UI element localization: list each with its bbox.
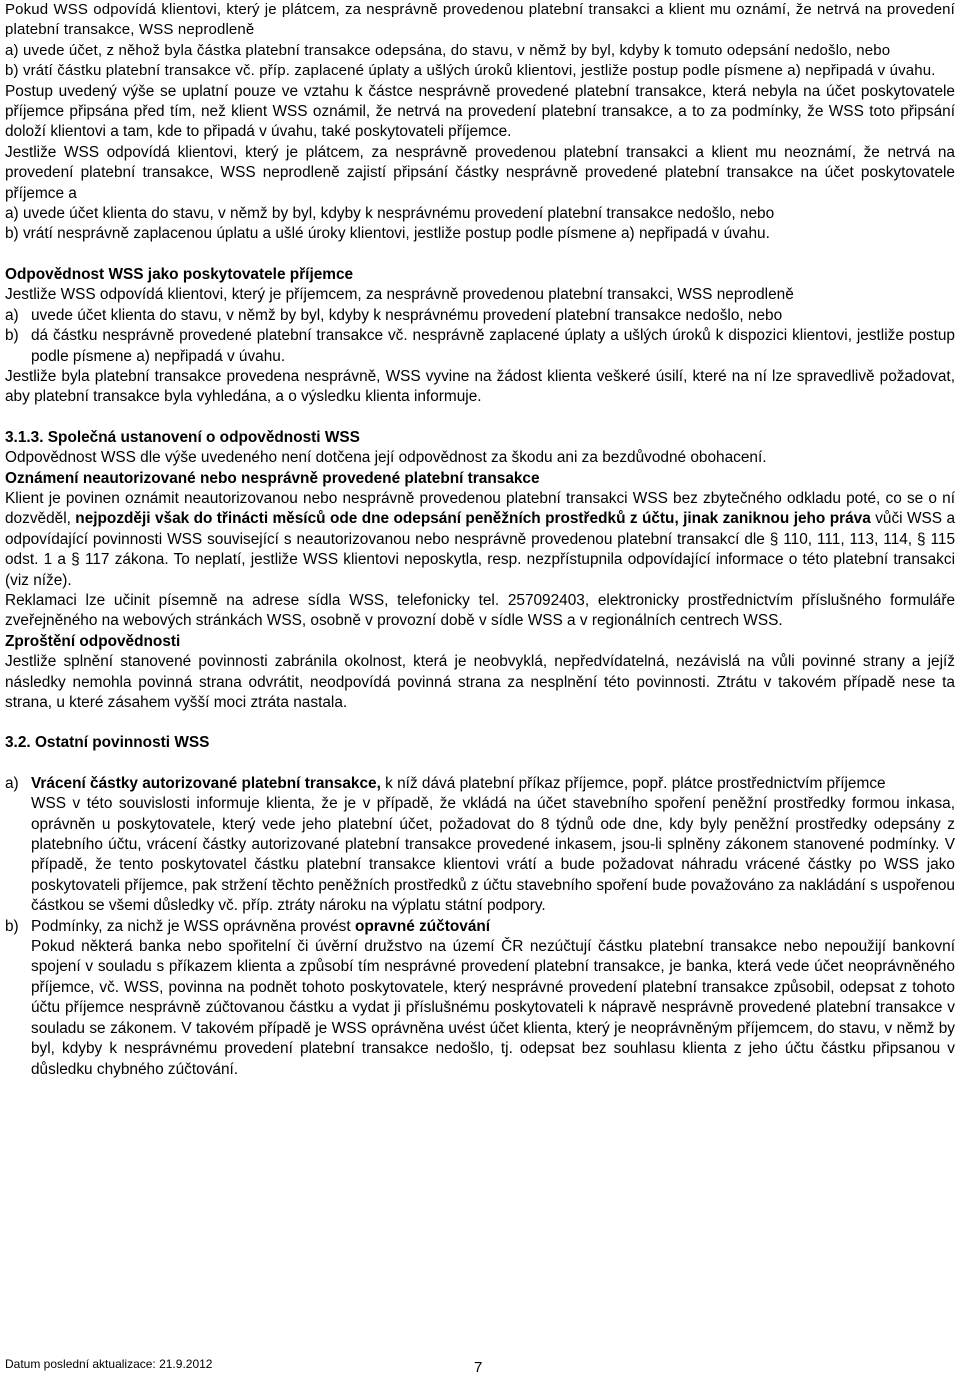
- document-page: [5, 0, 955, 1080]
- incorrect-transaction-block: [5, 82, 955, 245]
- list-item: [5, 326, 955, 367]
- section-heading: 3.1.3. Společná ustanovení o odpovědnosti WSS: [5, 428, 360, 446]
- paragraph: Jestliže byla platební transakce provedena nesprávně, WSS vyvine na žádost klienta veškeré úsilí, které na ní lze spravedlivě požadovat, aby platební transakce byla vyhledána, a o výsledku klienta informuje.: [5, 367, 955, 406]
- list-item: a) uvede účet, z něhož byla částka platební transakce odepsána, do stavu, v němž by byl, kdyby k tomuto odepsání nedošlo, nebo: [5, 41, 891, 59]
- list-item: a) uvede účet klienta do stavu, v němž by byl, kdyby k nesprávnému provedení platební transakce nedošlo, nebo: [5, 205, 775, 223]
- footer-updated-date: Datum poslední aktualizace: 21.9.2012: [5, 1357, 213, 1371]
- list-label: a): [5, 774, 19, 792]
- paragraph: Jestliže splnění stanovené povinnosti zabránila okolnost, která je neobvyklá, nepředvídatelná, nezávislá na vůli povinné strany a jejíž následky nemohla povinná strana odvrátit, neodpovídá povinná strana za nesplnění této povinnosti. Ztrátu v takovém případě nese ta strana, u které zásahem vyšší moci ztráta nastala.: [5, 653, 955, 711]
- list-item: b) vrátí nesprávně zaplacenou úplatu a ušlé úroky klientovi, jestliže postup podle písmene a) nepřipadá v úvahu.: [5, 225, 770, 243]
- list-text: uvede účet klienta do stavu, v němž by byl, kdyby k nesprávnému provedení platební transakce nedošlo, nebo: [31, 306, 783, 324]
- spacer: [5, 245, 955, 265]
- recipient-liability-section: [5, 265, 955, 408]
- paragraph: WSS v této souvislosti informuje klienta, že je v případě, že vkládá na účet stavebního spoření peněžní prostředky formou inkasa, oprávněn u poskytovatele, který vede jeho platební účet, požadovat do 8 týdnů ode dne, kdy byly peněžní prostředky odepsány z platebního účtu, vrácení částky autorizované platební transakce provedené inkasem, jsou-li splněny zákonem stanovené podmínky. V případě, že tento poskytovatel částku platební transakce klientovi vrátí a bude požadovat náhradu vrácené částky po WSS jako poskytovateli příjemce, pak stržení těchto peněžních prostředků z účtu stavebního spoření bude považováno za nakládání s uspořenou částkou se všemi důsledky vč. příp. ztráty nároku na výplatu státní podpory.: [31, 795, 955, 915]
- list-text: dá částku nesprávně provedené platební transakce vč. nesprávně zaplacené úplaty a ušlých úroků k dispozici klientovi, jestliže postup podle písmene a) nepřipadá v úvahu.: [31, 327, 955, 365]
- payer-refund-block: [5, 0, 955, 82]
- subheading: Oznámení neautorizované nebo nesprávně provedené platební transakce: [5, 469, 540, 487]
- paragraph: Jestliže WSS odpovídá klientovi, který je příjemcem, za nesprávně provedenou platební transakci, WSS neprodleně: [5, 286, 794, 304]
- list-item: [5, 774, 955, 794]
- paragraph: Pokud některá banka nebo spořitelní či úvěrní družstvo na území ČR nezúčtují částku platební transakce nebo nepoužijí bankovní spojení v souladu s příkazem klienta a způsobí tím nesprávné provedení platební transakce, je banka, která vede účet neoprávněného příjemce, vč. WSS, povinna na podnět tohoto poskytovatele, který nesprávné provedení platební transakce způsobil, odepsat z tohoto účtu příjemce nesprávně zúčtovanou částku a vydat ji příslušnému poskytovateli k nápravě nesprávně provedené platební transakce v souladu se zákonem. V takovém případě je WSS oprávněna uvést účet klienta, který je neoprávněným příjemcem, do stavu, v němž by byl, kdyby k nesprávnému provedení platební transakce nedošlo, tj. odepsat bez souhlasu klienta z jeho účtu částku připsanou v důsledku chybného zúčtování.: [31, 938, 955, 1078]
- paragraph: Klient je povinen oznámit neautorizovanou nebo nesprávně provedenou platební transakci WSS bez zbytečného odkladu poté, co se o ní dozvěděl, nejpozději však do třinácti měsíců ode dne odepsání peněžních prostředků z účtu, jinak zaniknou jeho práva vůči WSS a odpovídající povinnosti WSS související s neautorizovanou nebo nesprávně provedenou platební transakcí dle § 110, 111, 113, 114, § 115 odst. 1 a § 117 zákona. To neplatí, jestliže WSS klientovi neposkytla, resp. nezpřístupnila odpovídající informace o této platební transakci (viz níže).: [5, 489, 955, 589]
- list-item: [5, 306, 955, 326]
- page-number: 7: [474, 1359, 483, 1376]
- list-label: b): [5, 327, 19, 345]
- spacer: [5, 713, 955, 733]
- paragraph: Jestliže WSS odpovídá klientovi, který je plátcem, za nesprávně provedenou platební transakci a klient mu neoznámí, že netrvá na provedení platební transakce, WSS neprodleně zajistí připsání částky nesprávně provedené platební transakce na účet poskytovatele příjemce a: [5, 143, 955, 202]
- paragraph: Reklamaci lze učinit písemně na adrese sídla WSS, telefonicky tel. 257092403, elektronicky prostřednictvím příslušného formuláře zveřejněného na webových stránkách WSS, osobně v provozní době v sídle WSS a v regionálních centrech WSS.: [5, 591, 955, 630]
- list-item: [5, 917, 955, 937]
- list-label: b): [5, 917, 19, 935]
- paragraph: Odpovědnost WSS dle výše uvedeného není dotčena její odpovědnost za škodu ani za bezdůvodné obohacení.: [5, 449, 767, 467]
- paragraph: Postup uvedený výše se uplatní pouze ve vztahu k částce nesprávně provedené platební transakce, která nebyla na účet poskytovatele příjemce připsána před tím, než klient WSS oznámil, že netrvá na provedení platební transakce, a to za podmínky, že WSS toto připsání doloží klientovi a tam, kde to připadá v úvahu, také poskytovateli příjemce.: [5, 82, 955, 141]
- list-label: a): [5, 306, 19, 324]
- paragraph: Pokud WSS odpovídá klientovi, který je plátcem, za nesprávně provedenou platební transakci a klient mu oznámí, že netrvá na provedení platební transakce, WSS neprodleně: [5, 1, 955, 39]
- list-text: Podmínky, za nichž je WSS oprávněna provést opravné zúčtování: [31, 917, 491, 935]
- spacer: [5, 408, 955, 428]
- subheading: Zproštění odpovědnosti: [5, 632, 181, 650]
- section-heading: 3.2. Ostatní povinnosti WSS: [5, 734, 210, 752]
- list-item: b) vrátí částku platební transakce vč. příp. zaplacené úplaty a ušlých úroků klientovi, jestliže postup podle písmene a) nepřipadá v úvahu.: [5, 62, 936, 80]
- spacer: [5, 754, 955, 774]
- list-text: Vrácení částky autorizované platební transakce, k níž dává platební příkaz příjemce, popř. plátce prostřednictvím příjemce: [31, 774, 886, 792]
- section-3-1-3: [5, 428, 955, 714]
- section-3-2: [5, 733, 955, 1080]
- section-heading: Odpovědnost WSS jako poskytovatele příjemce: [5, 265, 354, 283]
